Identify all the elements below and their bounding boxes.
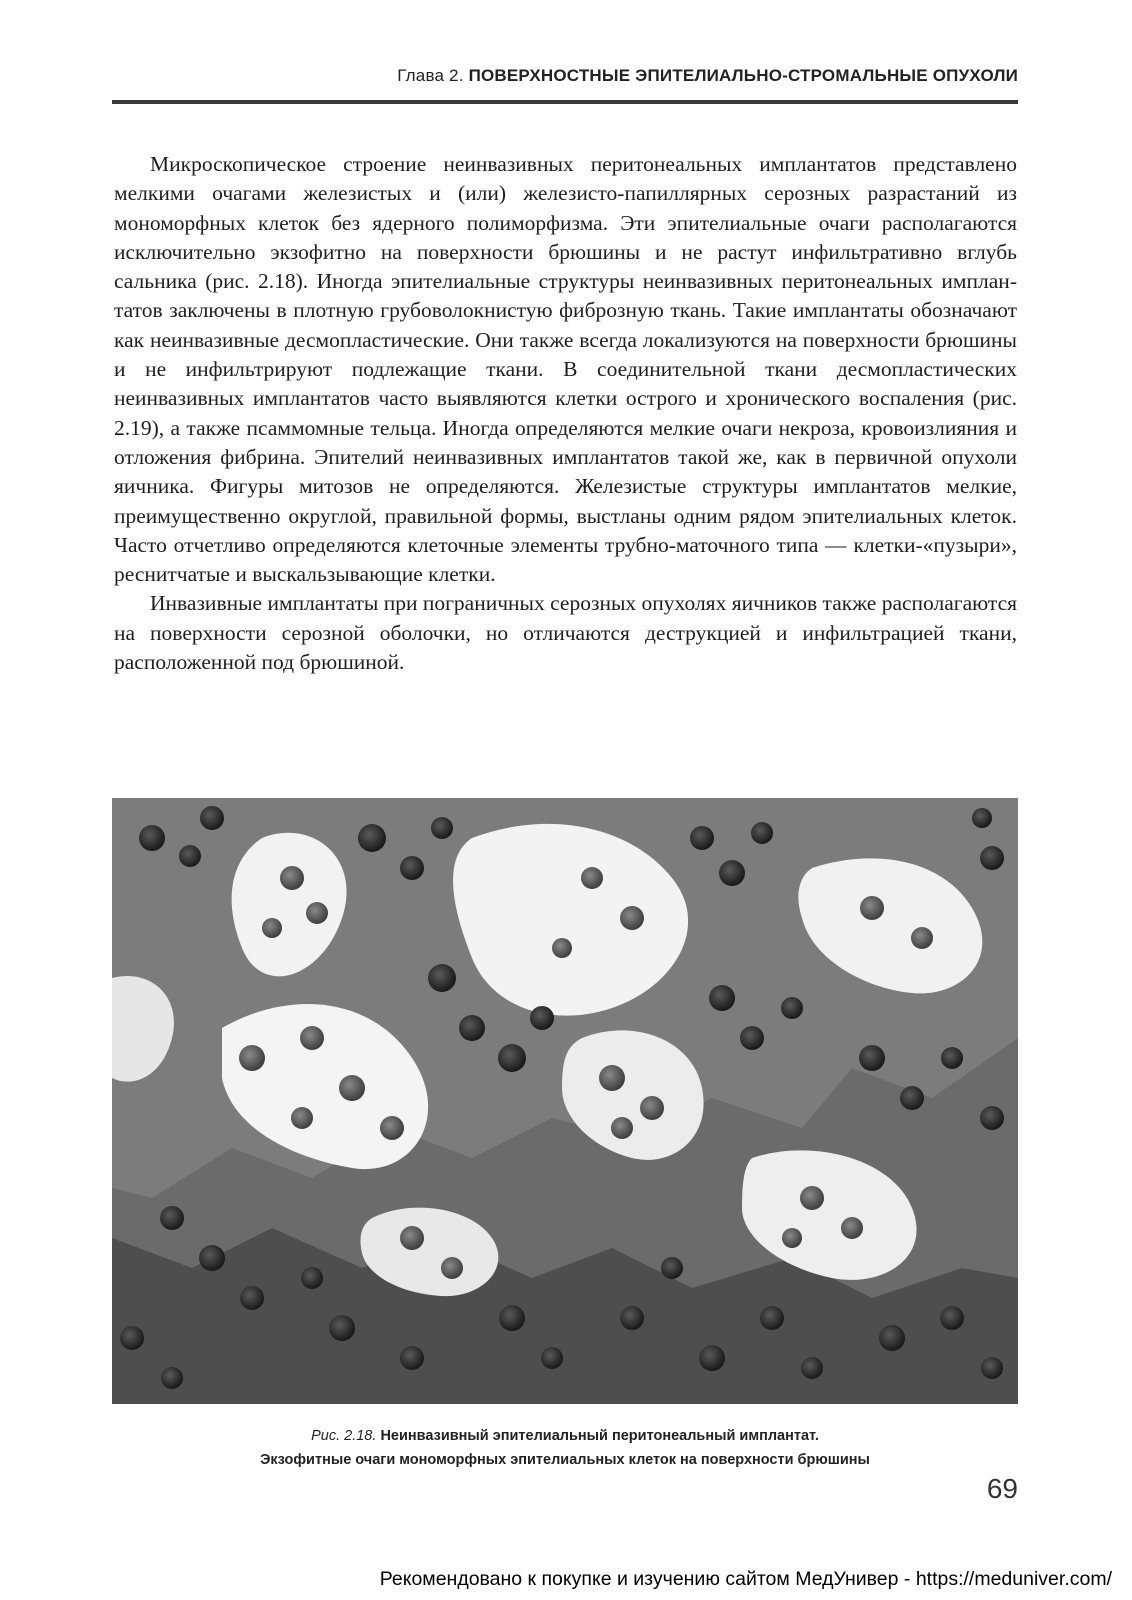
chapter-label: Глава 2. <box>397 66 464 85</box>
page-number: 69 <box>986 1473 1018 1504</box>
micrograph-figure <box>112 798 1018 1404</box>
caption-line: Экзофитные очаги мономорфных эпителиальных клеток на поверхности брюшины <box>260 1452 870 1468</box>
figure-label: Рис. 2.18. <box>311 1428 377 1444</box>
footer-note: Рекомендовано к покупке и изучению сайтом МедУнивер - https://meduniver.com/ <box>379 1568 1112 1590</box>
micrograph-image <box>112 798 1018 1404</box>
paragraph: Инвазивные имплантаты при пограничных серозных опухолях яичников также располагаются на поверхности серозной оболочки, но отличаются деструкцией и инфильтрацией ткани, расположенной под брюшиной. <box>114 591 1017 675</box>
running-head <box>112 66 1018 94</box>
body-text <box>114 150 1017 677</box>
paragraph: Микроскопическое строение неинвазивных перитонеальных имплантатов представлено мелкими очагами железистых и (или) железисто-папиллярных серозных разрастаний из мономорфных клеток без ядерного полиморфизма. Эти эпителиальные очаги располагаются исключительно экзофитно на поверхности брюшины и не растут инфильтративно вглубь сальника (рис. 2.18). Иногда эпителиальные структуры неинвазивных перитонеальных имплантатов заключены в плотную грубоволокнистую фиброзную ткань. Такие имплантаты обозначают как неинвазивные десмопластические. Они также всегда локализуются на поверхности брюшины и не инфильтрируют подлежащие ткани. В соединительной ткани десмопластических неинвазивных имплантатов часто выявляются клетки острого и хронического воспаления (рис. 2.19), а также псаммомные тельца. Иногда определяются мелкие очаги некроза, кровоизлияния и отложения фибрина. Эпителий неинвазивных имплантатов такой же, как в первичной опухоли яичника. Фигуры митозов не определяются. Железистые структуры имплантатов мелкие, преимущественно округлой, правильной формы, выстланы одним рядом эпителиальных клеток. Часто отчетливо определяются клеточные элементы трубно-маточного типа — клетки-«пузыри», реснитчатые и выскальзывающие клетки. <box>114 152 1017 587</box>
chapter-title: ПОВЕРХНОСТНЫЕ ЭПИТЕЛИАЛЬНО-СТРОМАЛЬНЫЕ ОПУХОЛИ <box>468 66 1018 85</box>
caption-line: Неинвазивный эпителиальный перитонеальный имплантат. <box>380 1428 819 1444</box>
header-rule <box>112 100 1018 104</box>
figure-caption <box>112 1424 1018 1472</box>
